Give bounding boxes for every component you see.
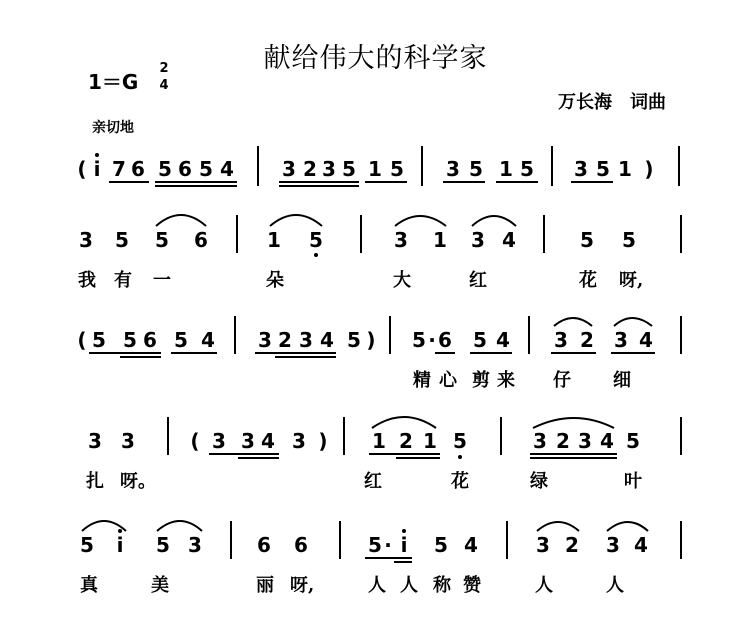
note: 5 bbox=[626, 429, 640, 453]
lyric: 精 bbox=[413, 370, 431, 391]
beam bbox=[89, 352, 161, 354]
lyric: 细 bbox=[613, 370, 631, 391]
lyric: 绿 bbox=[530, 471, 548, 492]
note: 4 bbox=[634, 533, 648, 557]
slur bbox=[270, 215, 322, 226]
barline bbox=[343, 417, 345, 455]
note: 4 bbox=[600, 429, 614, 453]
note: 5 bbox=[596, 157, 610, 181]
note: 1 bbox=[423, 429, 437, 453]
note: i bbox=[116, 533, 124, 557]
beam bbox=[443, 181, 485, 183]
note: 4 bbox=[639, 328, 653, 352]
note: 1 bbox=[267, 228, 281, 252]
song-title: 献给伟大的科学家 bbox=[263, 43, 488, 74]
note: 5 bbox=[412, 328, 426, 352]
beam bbox=[611, 352, 655, 354]
octave-dot bbox=[402, 529, 406, 533]
note: 5 bbox=[80, 533, 94, 557]
beam bbox=[209, 453, 279, 455]
lyric: 人 bbox=[606, 575, 624, 596]
beam bbox=[530, 453, 617, 455]
note: 1 bbox=[618, 157, 632, 181]
note: 3 bbox=[578, 429, 592, 453]
lyric: 剪 bbox=[472, 370, 490, 391]
slur bbox=[607, 522, 648, 531]
beam bbox=[470, 352, 512, 354]
beam bbox=[394, 561, 412, 563]
note: 5 bbox=[309, 228, 323, 252]
note: 6 bbox=[143, 328, 157, 352]
slur bbox=[157, 521, 202, 531]
note: 3 bbox=[188, 533, 202, 557]
barline bbox=[360, 215, 362, 253]
barline bbox=[543, 215, 545, 253]
note: 6 bbox=[294, 533, 308, 557]
barline bbox=[421, 146, 423, 186]
lyric: 来 bbox=[497, 370, 515, 391]
barline bbox=[680, 417, 682, 455]
note: 4 bbox=[464, 533, 478, 557]
beam bbox=[120, 356, 161, 358]
lyric: 有 bbox=[114, 270, 132, 291]
note: 5 bbox=[580, 228, 594, 252]
slur bbox=[372, 417, 436, 428]
octave-dot bbox=[458, 455, 462, 459]
barline bbox=[680, 316, 682, 354]
beam bbox=[365, 181, 407, 183]
note: 5 bbox=[92, 328, 106, 352]
slur bbox=[395, 216, 446, 226]
note: 3 bbox=[79, 228, 93, 252]
lyric: 叶 bbox=[624, 471, 642, 492]
barline bbox=[506, 521, 508, 559]
note: ( bbox=[77, 328, 87, 352]
slur bbox=[537, 522, 579, 531]
note: 1 bbox=[368, 157, 382, 181]
note: · bbox=[384, 533, 392, 557]
barline bbox=[551, 146, 553, 186]
slur bbox=[472, 216, 516, 226]
octave-dot bbox=[314, 253, 318, 257]
barline bbox=[680, 521, 682, 559]
note: i bbox=[93, 157, 101, 181]
slur bbox=[554, 318, 592, 326]
note: 3 bbox=[282, 157, 296, 181]
note: 3 bbox=[292, 429, 306, 453]
note: ( bbox=[190, 429, 200, 453]
lyric: 真 bbox=[80, 575, 98, 596]
note: ) bbox=[366, 328, 376, 352]
note: 3 bbox=[121, 429, 135, 453]
beam bbox=[530, 457, 617, 459]
lyric: 朵 bbox=[266, 270, 284, 291]
lyric: 仔 bbox=[553, 370, 571, 391]
lyric: 美 bbox=[151, 575, 169, 596]
note: 1 bbox=[372, 429, 386, 453]
note: 1 bbox=[433, 228, 447, 252]
beam bbox=[496, 181, 538, 183]
note: 4 bbox=[496, 328, 510, 352]
note: 3 bbox=[533, 429, 547, 453]
octave-dot bbox=[95, 153, 99, 157]
note: 1 bbox=[499, 157, 513, 181]
lyric: 呀, bbox=[619, 270, 644, 291]
barline bbox=[678, 146, 680, 186]
note: 3 bbox=[322, 157, 336, 181]
slur bbox=[533, 418, 614, 428]
note: 3 bbox=[258, 328, 272, 352]
beam bbox=[238, 457, 279, 459]
lyric: 红 bbox=[469, 270, 487, 291]
barline bbox=[389, 316, 391, 354]
note: 5 bbox=[342, 157, 356, 181]
barline bbox=[230, 521, 232, 559]
beam bbox=[155, 185, 237, 187]
beam bbox=[109, 181, 149, 183]
beam bbox=[255, 352, 336, 354]
note: · bbox=[428, 328, 436, 352]
lyric: 人 bbox=[535, 575, 553, 596]
tempo-marking: 亲切地 bbox=[92, 120, 134, 136]
beam bbox=[571, 181, 613, 183]
note: 3 bbox=[536, 533, 550, 557]
slur bbox=[614, 318, 652, 326]
barline bbox=[167, 417, 169, 455]
lyric: 花 bbox=[451, 471, 469, 492]
beam bbox=[171, 352, 217, 354]
note: 3 bbox=[241, 429, 255, 453]
note: 7 bbox=[112, 157, 126, 181]
note: 5 bbox=[368, 533, 382, 557]
lyric: 人 bbox=[400, 575, 418, 596]
note: 5 bbox=[622, 228, 636, 252]
note: 2 bbox=[580, 328, 594, 352]
barline bbox=[234, 316, 236, 354]
barline bbox=[257, 146, 259, 186]
time-signature bbox=[157, 60, 171, 94]
lyric: 心 bbox=[439, 370, 457, 391]
note: 5 bbox=[123, 328, 137, 352]
note: 3 bbox=[471, 228, 485, 252]
beam bbox=[551, 352, 596, 354]
barline bbox=[500, 417, 502, 455]
lyric: 一 bbox=[153, 270, 171, 291]
lyric: 花 bbox=[579, 270, 597, 291]
note: 5 bbox=[347, 328, 361, 352]
note: 5 bbox=[434, 533, 448, 557]
lyric: 大 bbox=[393, 270, 411, 291]
slur bbox=[156, 215, 206, 226]
note: 3 bbox=[614, 328, 628, 352]
note: 3 bbox=[554, 328, 568, 352]
note: 2 bbox=[399, 429, 413, 453]
note: 5 bbox=[469, 157, 483, 181]
note: 3 bbox=[606, 533, 620, 557]
note: 3 bbox=[394, 228, 408, 252]
barline bbox=[680, 215, 682, 253]
note: 2 bbox=[303, 157, 317, 181]
note: 5 bbox=[155, 228, 169, 252]
beam bbox=[435, 352, 455, 354]
note: 5 bbox=[174, 328, 188, 352]
lyric: 赞 bbox=[463, 575, 481, 596]
lyric: 红 bbox=[364, 471, 382, 492]
note: 4 bbox=[220, 157, 234, 181]
note: 5 bbox=[199, 157, 213, 181]
beam bbox=[155, 181, 237, 183]
note: 6 bbox=[438, 328, 452, 352]
note: 2 bbox=[565, 533, 579, 557]
lyric: 我 bbox=[78, 270, 96, 291]
lyric: 扎 bbox=[86, 471, 104, 492]
note: 4 bbox=[261, 429, 275, 453]
note: 2 bbox=[278, 328, 292, 352]
time-signature-bottom: 4 bbox=[159, 78, 169, 93]
lyric: 呀。 bbox=[120, 471, 156, 492]
lyric: 称 bbox=[433, 575, 451, 596]
note: ( bbox=[77, 157, 87, 181]
time-signature-top: 2 bbox=[159, 61, 169, 76]
note: 5 bbox=[115, 228, 129, 252]
note: 3 bbox=[574, 157, 588, 181]
note: 4 bbox=[320, 328, 334, 352]
note: 2 bbox=[556, 429, 570, 453]
note: 5 bbox=[453, 429, 467, 453]
octave-dot bbox=[118, 529, 122, 533]
note: i bbox=[400, 533, 408, 557]
barline bbox=[236, 215, 238, 253]
beam bbox=[369, 453, 440, 455]
barline bbox=[528, 316, 530, 354]
note: 5 bbox=[156, 533, 170, 557]
beam bbox=[396, 457, 440, 459]
beam bbox=[275, 356, 336, 358]
note: 6 bbox=[131, 157, 145, 181]
note: ) bbox=[644, 157, 654, 181]
beam bbox=[279, 181, 359, 183]
barline bbox=[339, 521, 341, 559]
note: 6 bbox=[257, 533, 271, 557]
key-signature: 1＝G bbox=[88, 70, 139, 94]
note: 4 bbox=[502, 228, 516, 252]
note: 3 bbox=[446, 157, 460, 181]
note: 3 bbox=[299, 328, 313, 352]
note: 3 bbox=[88, 429, 102, 453]
note: ) bbox=[318, 429, 328, 453]
note: 5 bbox=[158, 157, 172, 181]
beam bbox=[365, 557, 412, 559]
lyric: 呀, bbox=[290, 575, 315, 596]
note: 6 bbox=[178, 157, 192, 181]
note: 5 bbox=[390, 157, 404, 181]
beam bbox=[279, 185, 359, 187]
note: 5 bbox=[520, 157, 534, 181]
note: 6 bbox=[194, 228, 208, 252]
note: 3 bbox=[212, 429, 226, 453]
note: 4 bbox=[201, 328, 215, 352]
composer-credit: 万长海 词曲 bbox=[558, 92, 666, 113]
lyric: 人 bbox=[368, 575, 386, 596]
lyric: 丽 bbox=[256, 575, 274, 596]
note: 5 bbox=[473, 328, 487, 352]
